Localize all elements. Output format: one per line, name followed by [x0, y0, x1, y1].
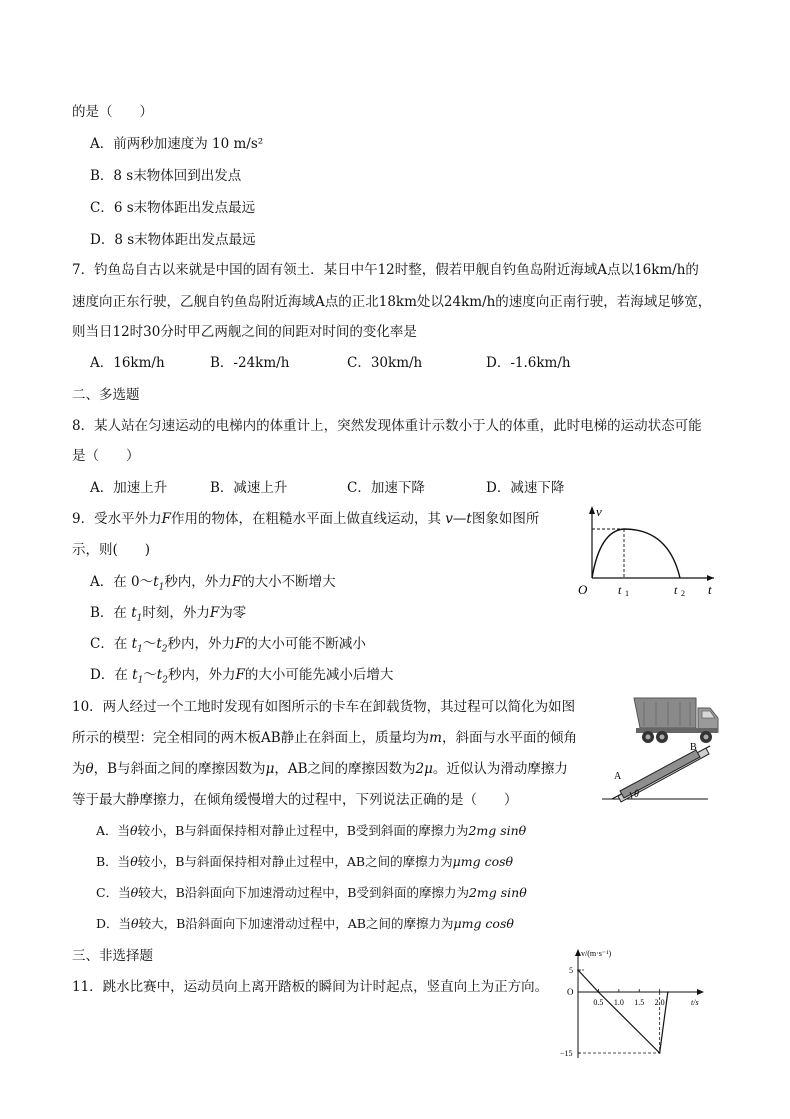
q7-option-a: A．16km/h	[90, 355, 165, 371]
q11-x-tick-label: 1.5	[634, 998, 645, 1007]
q9-t2-sub: 2	[681, 589, 685, 598]
truck-dump-bed	[634, 698, 696, 728]
q11-y-tick-label: −15	[560, 1049, 573, 1058]
q6-option-c: C．6 s末物体距出发点最远	[90, 200, 256, 216]
q11-series-segment	[598, 992, 659, 1053]
q8-line-1: 8．某人站在匀速运动的电梯内的体重计上，突然发现体重计示数小于人的体重，此时电梯的运动状态可能	[72, 418, 702, 434]
q9-option-c: C．在 $t_1\sim t_2$秒内，外力F的大小可能不断减小	[90, 636, 366, 655]
q7-line-3: 则当日12时30分时甲乙两舰之间的间距对时间的变化率是	[72, 324, 417, 340]
q10-option-b: B．当θ较小，B与斜面保持相对静止过程中，AB之间的摩擦力为μmg cosθ	[96, 854, 514, 869]
q10-option-c: C．当θ较大，B沿斜面向下加速滑动过程中，B受到斜面的摩擦力为2mg sinθ	[96, 885, 527, 900]
q11-origin-label: O	[567, 987, 574, 997]
q10-dump-truck-image	[630, 694, 722, 746]
q11-data-point	[598, 991, 600, 993]
q9-t-arrow-icon	[707, 575, 714, 581]
q10-option-d: D．当θ较大，B沿斜面向下加速滑动过程中，AB之间的摩擦力为μmg cosθ	[96, 916, 514, 931]
q9-line-2: 示，则( )	[72, 542, 151, 558]
q11-x-arrow-icon	[697, 989, 704, 995]
label-b: B	[690, 742, 697, 753]
q6-option-a: A．前两秒加速度为 10 m/s²	[90, 136, 264, 152]
q9-option-b: B．在 $t_1$时刻，外力F为零	[90, 605, 247, 624]
q11-series-segment	[578, 970, 598, 992]
section-3-heading: 三、非选择题	[72, 948, 153, 964]
q11-line-1: 11．跳水比赛中，运动员向上离开踏板的瞬间为计时起点，竖直向上为正方向。	[72, 979, 549, 995]
q11-y-tick-label: 5	[569, 966, 573, 975]
section-2-heading: 二、多选题	[72, 387, 140, 403]
q10-line-4: 等于最大静摩擦力，在倾角缓慢增大的过程中，下列说法正确的是（ ）	[72, 792, 518, 808]
q9-vt-curve	[592, 529, 680, 578]
q10-option-a: A．当θ较小，B与斜面保持相对静止过程中，B受到斜面的摩擦力为2mg sinθ	[96, 823, 527, 838]
q6-option-d: D．8 s末物体距出发点最远	[90, 232, 256, 248]
q8-option-b: B．减速上升	[210, 480, 288, 496]
q9-option-a: A．在 $0\sim t_1$秒内，外力F的大小不断增大	[90, 574, 336, 593]
board-a	[620, 750, 700, 798]
q6-option-b: B．8 s末物体回到出发点	[90, 168, 242, 184]
q11-x-tick-label: 0.5	[593, 998, 604, 1007]
q10-incline-diagram	[598, 740, 712, 804]
q11-x-tick-label: 2.0	[654, 998, 665, 1007]
q7-line-1: 7．钓鱼岛自古以来就是中国的固有领土．某日中午12时整，假若甲舰自钓鱼岛附近海域A点以16km/h的	[72, 262, 699, 278]
q11-data-point	[667, 991, 669, 993]
q11-data-point	[577, 969, 579, 971]
label-a: A	[614, 771, 622, 782]
q7-option-c: C．30km/h	[347, 355, 423, 371]
q9-vt-graph	[572, 502, 722, 598]
q10-line-3: 为θ，B与斜面之间的摩擦因数为μ，AB之间的摩擦因数为2μ。近似认为滑动摩擦力	[72, 761, 568, 777]
q7-option-b: B．-24km/h	[210, 355, 290, 371]
q9-origin-label: O	[578, 582, 588, 597]
q11-x-axis-label: t/s	[691, 998, 699, 1007]
q8-line-2: 是（ ）	[72, 448, 140, 464]
q11-vt-chart	[556, 946, 706, 1064]
theta-label: θ	[634, 789, 639, 800]
q9-t2-label: t	[674, 583, 678, 597]
q10-line-2: 所示的模型：完全相同的两木板AB静止在斜面上，质量均为m，斜面与水平面的倾角	[72, 730, 577, 746]
q8-option-c: C．加速下降	[347, 480, 425, 496]
q10-line-1: 10．两人经过一个工地时发现有如图所示的卡车在卸载货物，其过程可以简化为如图	[72, 699, 576, 715]
q11-data-point	[659, 1052, 661, 1054]
q9-v-label: v	[596, 504, 602, 519]
q9-line-1: 9．受水平外力F作用的物体，在粗糙水平面上做直线运动，其 v—t图象如图所	[72, 511, 540, 527]
q8-option-d: D．减速下降	[486, 480, 565, 496]
q7-option-d: D．-1.6km/h	[486, 355, 571, 371]
q8-option-a: A．加速上升	[90, 480, 168, 496]
q11-x-tick-label: 1.0	[613, 998, 624, 1007]
q9-option-d: D．在 $t_1\sim t_2$秒内，外力F的大小可能先减小后增大	[90, 667, 394, 686]
q9-t1-sub: 1	[625, 589, 629, 598]
q9-t-label: t	[708, 582, 712, 597]
q9-t1-label: t	[618, 583, 622, 597]
q6-stem-tail: 的是（ ）	[72, 104, 153, 120]
q11-y-axis-label: v/(m·s⁻¹)	[581, 949, 612, 958]
q7-line-2: 速度向正东行驶，乙舰自钓鱼岛附近海域A点的正北18km处以24km/h的速度向正南行驶，若海域足够宽，	[72, 294, 712, 310]
q9-v-arrow-icon	[589, 506, 595, 514]
